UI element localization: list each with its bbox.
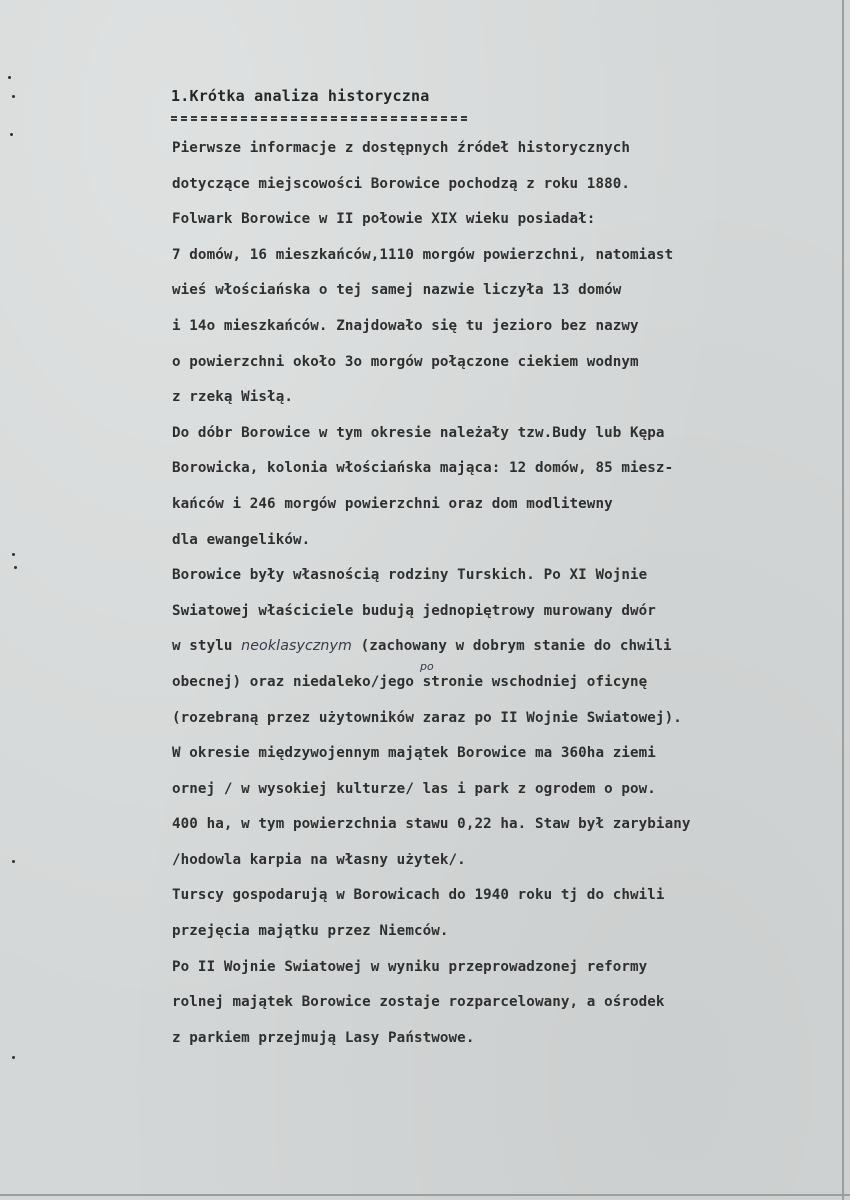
margin-dot [10, 133, 13, 136]
margin-dot [14, 566, 17, 569]
document-body [172, 131, 812, 1056]
text-line: /hodowla karpia na własny użytek/. [172, 851, 466, 868]
text-line: obecnej) oraz niedaleko/jego stronie wschodniej oficynę [172, 673, 648, 690]
text-line: Borowicka, kolonia włościańska mająca: 12 domów, 85 miesz- [172, 460, 674, 477]
text-line: z parkiem przejmują Lasy Państwowe. [172, 1029, 475, 1046]
margin-marks [0, 0, 30, 1200]
page-edge-right [842, 0, 844, 1200]
handwritten-annotation-po: po [420, 660, 434, 673]
text-line: dla ewangelików. [172, 531, 311, 548]
margin-dot [12, 95, 15, 98]
text-line: rolnej majątek Borowice zostaje rozparcelowany, a ośrodek [172, 994, 665, 1011]
text-line: kańców i 246 morgów powierzchni oraz dom modlitewny [172, 495, 613, 512]
text-line: 400 ha, w tym powierzchnia stawu 0,22 ha. Staw był zarybiany [172, 816, 691, 833]
text-line: W okresie międzywojennym majątek Borowice ma 360ha ziemi [172, 745, 656, 762]
text-line: Swiatowej właściciele budują jednopiętrowy murowany dwór [172, 602, 656, 619]
text-line: o powierzchni około 3o morgów połączone ciekiem wodnym [172, 353, 639, 370]
text-line: Folwark Borowice w II połowie XIX wieku posiadał: [172, 211, 596, 228]
page-edge-bottom [0, 1194, 850, 1196]
margin-dot [12, 1056, 15, 1059]
text-line: wieś włościańska o tej samej nazwie liczyła 13 domów [172, 282, 622, 299]
section-heading: 1.Krótka analiza historyczna [171, 87, 430, 105]
text-line: Pierwsze informacje z dostępnych źródeł historycznych [172, 140, 631, 156]
text-line: z rzeką Wisłą. [172, 389, 293, 406]
text-line: Do dóbr Borowice w tym okresie należały tzw.Budy lub Kępa [172, 424, 665, 441]
margin-dot [8, 76, 11, 79]
text-line: ornej / w wysokiej kulturze/ las i park z ogrodem o pow. [172, 780, 656, 797]
text-line: 7 domów, 16 mieszkańców,1110 morgów powierzchni, natomiast [172, 246, 674, 263]
line-end: (zachowany w dobrym stanie do chwili [351, 638, 672, 655]
text-line: i 14o mieszkańców. Znajdowało się tu jezioro bez nazwy [172, 317, 639, 334]
handwritten-insertion: neoklasycznym [241, 638, 352, 655]
text-line: Borowice były własnością rodziny Turskich. Po XI Wojnie [172, 567, 648, 584]
text-line-with-handwriting [172, 629, 812, 665]
text-line: dotyczące miejscowości Borowice pochodzą z roku 1880. [172, 175, 631, 192]
text-line: przejęcia majątku przez Niemców. [172, 923, 449, 940]
heading-underline [171, 116, 467, 121]
text-line: Po II Wojnie Swiatowej w wyniku przeprowadzonej reformy [172, 958, 648, 975]
text-line: (rozebraną przez użytowników zaraz po II Wojnie Swiatowej). [172, 709, 682, 726]
margin-dot [12, 860, 15, 863]
margin-dot [12, 553, 15, 556]
text-line: Turscy gospodarują w Borowicach do 1940 roku tj do chwili [172, 887, 665, 904]
line-start: w stylu [172, 638, 242, 655]
